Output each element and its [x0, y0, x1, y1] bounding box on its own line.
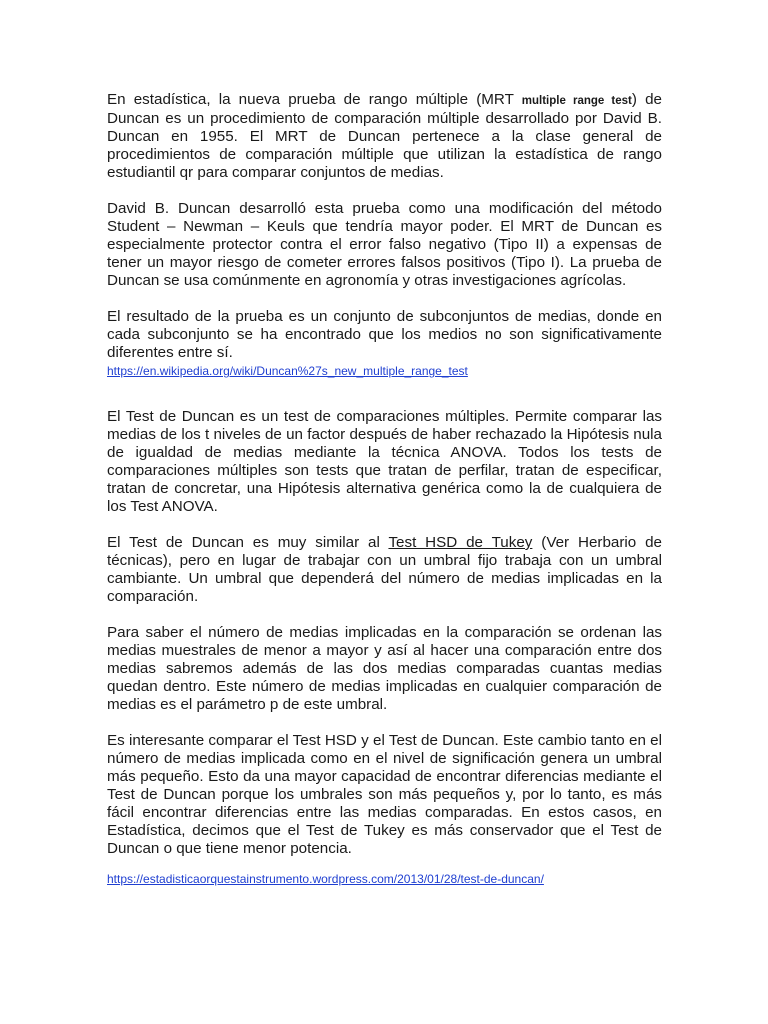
- paragraph-intro-text-2: ) de Duncan es un procedimiento de comparación múltiple desarrollado por David B. Duncan en 1955. El MRT de Duncan pertenece a la clase general de procedimientos de comparación múltiple que utilizan la estadística de rango estudiantil qr para comparar conjuntos de medias.: [107, 91, 662, 181]
- paragraph-test-description: El Test de Duncan es un test de comparaciones múltiples. Permite comparar las medias de los t niveles de un factor después de haber rechazado la Hipótesis nula de igualdad de medias mediante la técnica ANOVA. Todos los tests de comparaciones múltiples son tests que tratan de perfilar, tratan de especificar, tratan de concretar, una Hipótesis alternativa genérica como la de cualquiera de los Test ANOVA.: [107, 408, 662, 515]
- paragraph-result: El resultado de la prueba es un conjunto de subconjuntos de medias, donde en cada subconjunto se ha encontrado que los medios no son significativamente diferentes entre sí.: [107, 308, 662, 361]
- paragraph-tukey-text-1: El Test de Duncan es muy similar al: [107, 534, 389, 551]
- paragraph-tukey-comparison: [107, 534, 662, 606]
- paragraph-intro-text-1: En estadística, la nueva prueba de rango múltiple (MRT: [107, 91, 522, 108]
- paragraph-intro: [107, 91, 662, 182]
- wordpress-link[interactable]: https://estadisticaorquestainstrumento.wordpress.com/2013/01/28/test-de-duncan/: [107, 872, 544, 886]
- wikipedia-link[interactable]: https://en.wikipedia.org/wiki/Duncan%27s_new_multiple_range_test: [107, 364, 468, 378]
- tukey-hsd-link[interactable]: Test HSD de Tukey: [388, 534, 533, 551]
- document-page: [107, 91, 662, 888]
- mrt-term: multiple range test: [521, 95, 632, 107]
- paragraph-duncan-development: David B. Duncan desarrolló esta prueba como una modificación del método Student – Newman – Keuls que tendría mayor poder. El MRT de Duncan es especialmente protector contra el error falso negativo (Tipo II) a expensas de tener un mayor riesgo de cometer errores falsos positivos (Tipo I). La prueba de Duncan se usa comúnmente en agronomía y otras investigaciones agrícolas.: [107, 200, 662, 289]
- paragraph-tukey-text-2: (Ver Herbario de técnicas), pero en lugar de trabajar con un umbral fijo trabaja con un umbral cambiante. Un umbral que dependerá del número de medias implicadas en la comparación.: [107, 534, 662, 605]
- paragraph-hsd-vs-duncan: Es interesante comparar el Test HSD y el Test de Duncan. Este cambio tanto en el número de medias implicada como en el nivel de significación genera un umbral más pequeño. Esto da una mayor capacidad de encontrar diferencias mediante el Test de Duncan porque los umbrales son más pequeños y, por lo tanto, es más fácil encontrar diferencias entre las medias comparadas. En estos casos, en Estadística, decimos que el Test de Tukey es más conservador que el Test de Duncan o que tiene menor potencia.: [107, 732, 662, 857]
- paragraph-number-of-means: Para saber el número de medias implicadas en la comparación se ordenan las medias muestrales de menor a mayor y así al hacer una comparación entre dos medias sabremos además de las dos medias comparadas cuantas medias quedan dentro. Este número de medias implicadas en cualquier comparación de medias es el parámetro p de este umbral.: [107, 624, 662, 713]
